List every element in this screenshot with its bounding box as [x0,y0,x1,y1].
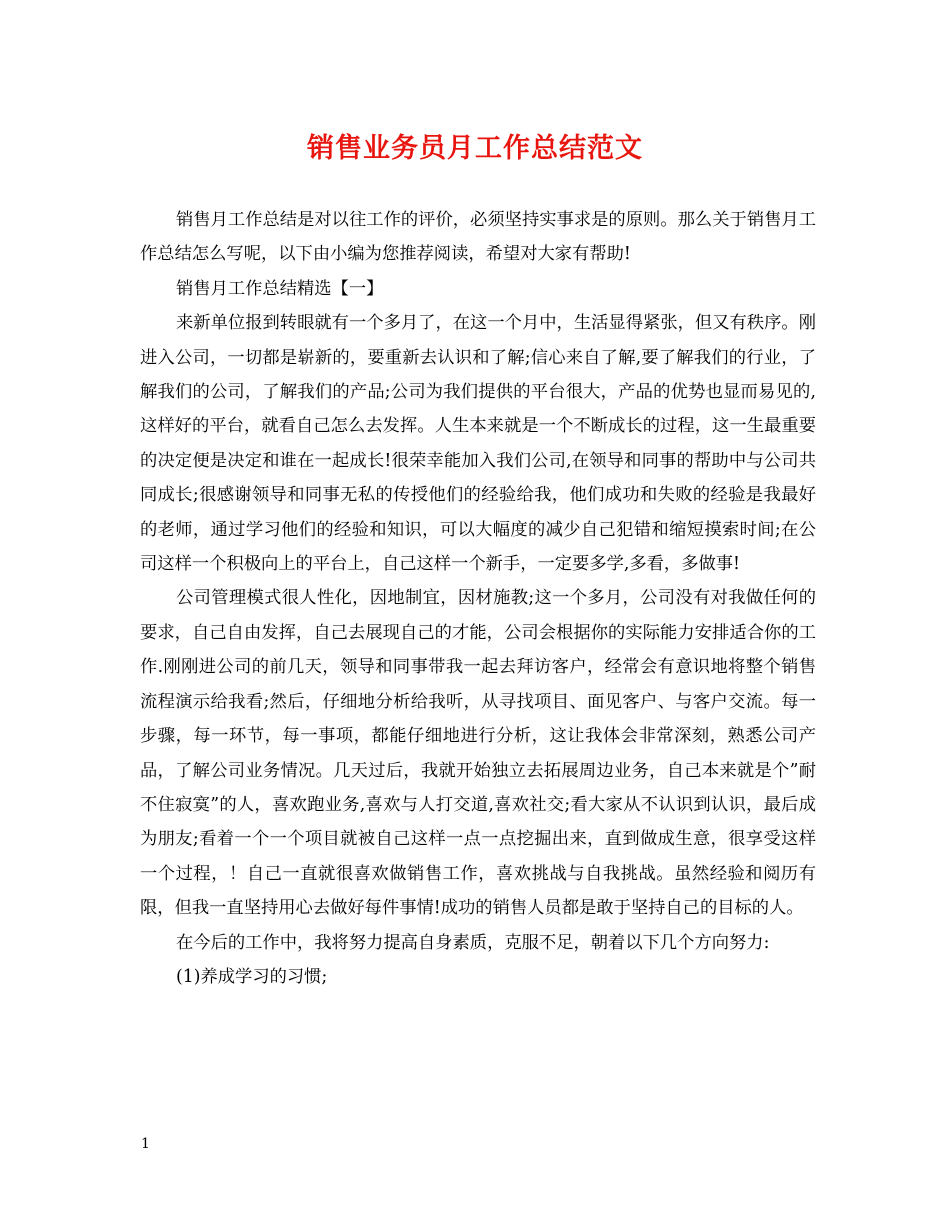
document-title: 销售业务员月工作总结范文 [307,133,643,164]
document-body [140,203,816,994]
section-heading: 销售月工作总结精选【一】 [176,278,384,299]
list-item: (1)养成学习的习惯; [176,966,328,987]
body-paragraph: 公司管理模式很人性化，因地制宜，因材施教;这一个多月，公司没有对我做任何的要求，自己自由发挥，自己去展现自己的才能，公司会根据你的实际能力安排适合你的工作.刚刚进公司的前几天，领导和同事带我一起去拜访客户，经常会有意识地将整个销售流程演示给我看;然后，仔细地分析给我听，从寻找项目、面见客户、与客户交流。每一步骤，每一环节，每一事项，都能仔细地进行分析，这让我体会非常深刻，熟悉公司产品，了解公司业务情况。几天过后，我就开始独立去拓展周边业务，自己本来就是个”耐不住寂寞”的人，喜欢跑业务,喜欢与人打交道,喜欢社交;看大家从不认识到认识，最后成为朋友;看着一个一个项目就被自己这样一点一点挖掘出来，直到做成生意，很享受这样一个过程，！自己一直就很喜欢做销售工作，喜欢挑战与自我挑战。虽然经验和阅历有限，但我一直坚持用心去做好每件事情!成功的销售人员都是敢于坚持自己的目标的人。 [140,588,816,919]
body-paragraph: 在今后的工作中，我将努力提高自身素质，克服不足，朝着以下几个方向努力: [176,932,770,953]
body-paragraph: 来新单位报到转眼就有一个多月了，在这一个月中，生活显得紧张，但又有秩序。刚进入公司，一切都是崭新的，要重新去认识和了解;信心来自了解,要了解我们的行业，了解我们的公司，了解我们的产品;公司为我们提供的平台很大，产品的优势也显而易见的,这样好的平台，就看自己怎么去发挥。人生本来就是一个不断成长的过程，这一生最重要的决定便是决定和谁在一起成长!很荣幸能加入我们公司,在领导和同事的帮助中与公司共同成长;很感谢领导和同事无私的传授他们的经验给我，他们成功和失败的经验是我最好的老师，通过学习他们的经验和知识，可以大幅度的减少自己犯错和缩短摸索时间;在公司这样一个积极向上的平台上，自己这样一个新手，一定要多学,多看，多做事! [140,313,816,575]
intro-paragraph: 销售月工作总结是对以往工作的评价，必须坚持实事求是的原则。那么关于销售月工作总结怎么写呢，以下由小编为您推荐阅读，希望对大家有帮助! [140,210,816,265]
page-number: 1 [141,1136,150,1152]
